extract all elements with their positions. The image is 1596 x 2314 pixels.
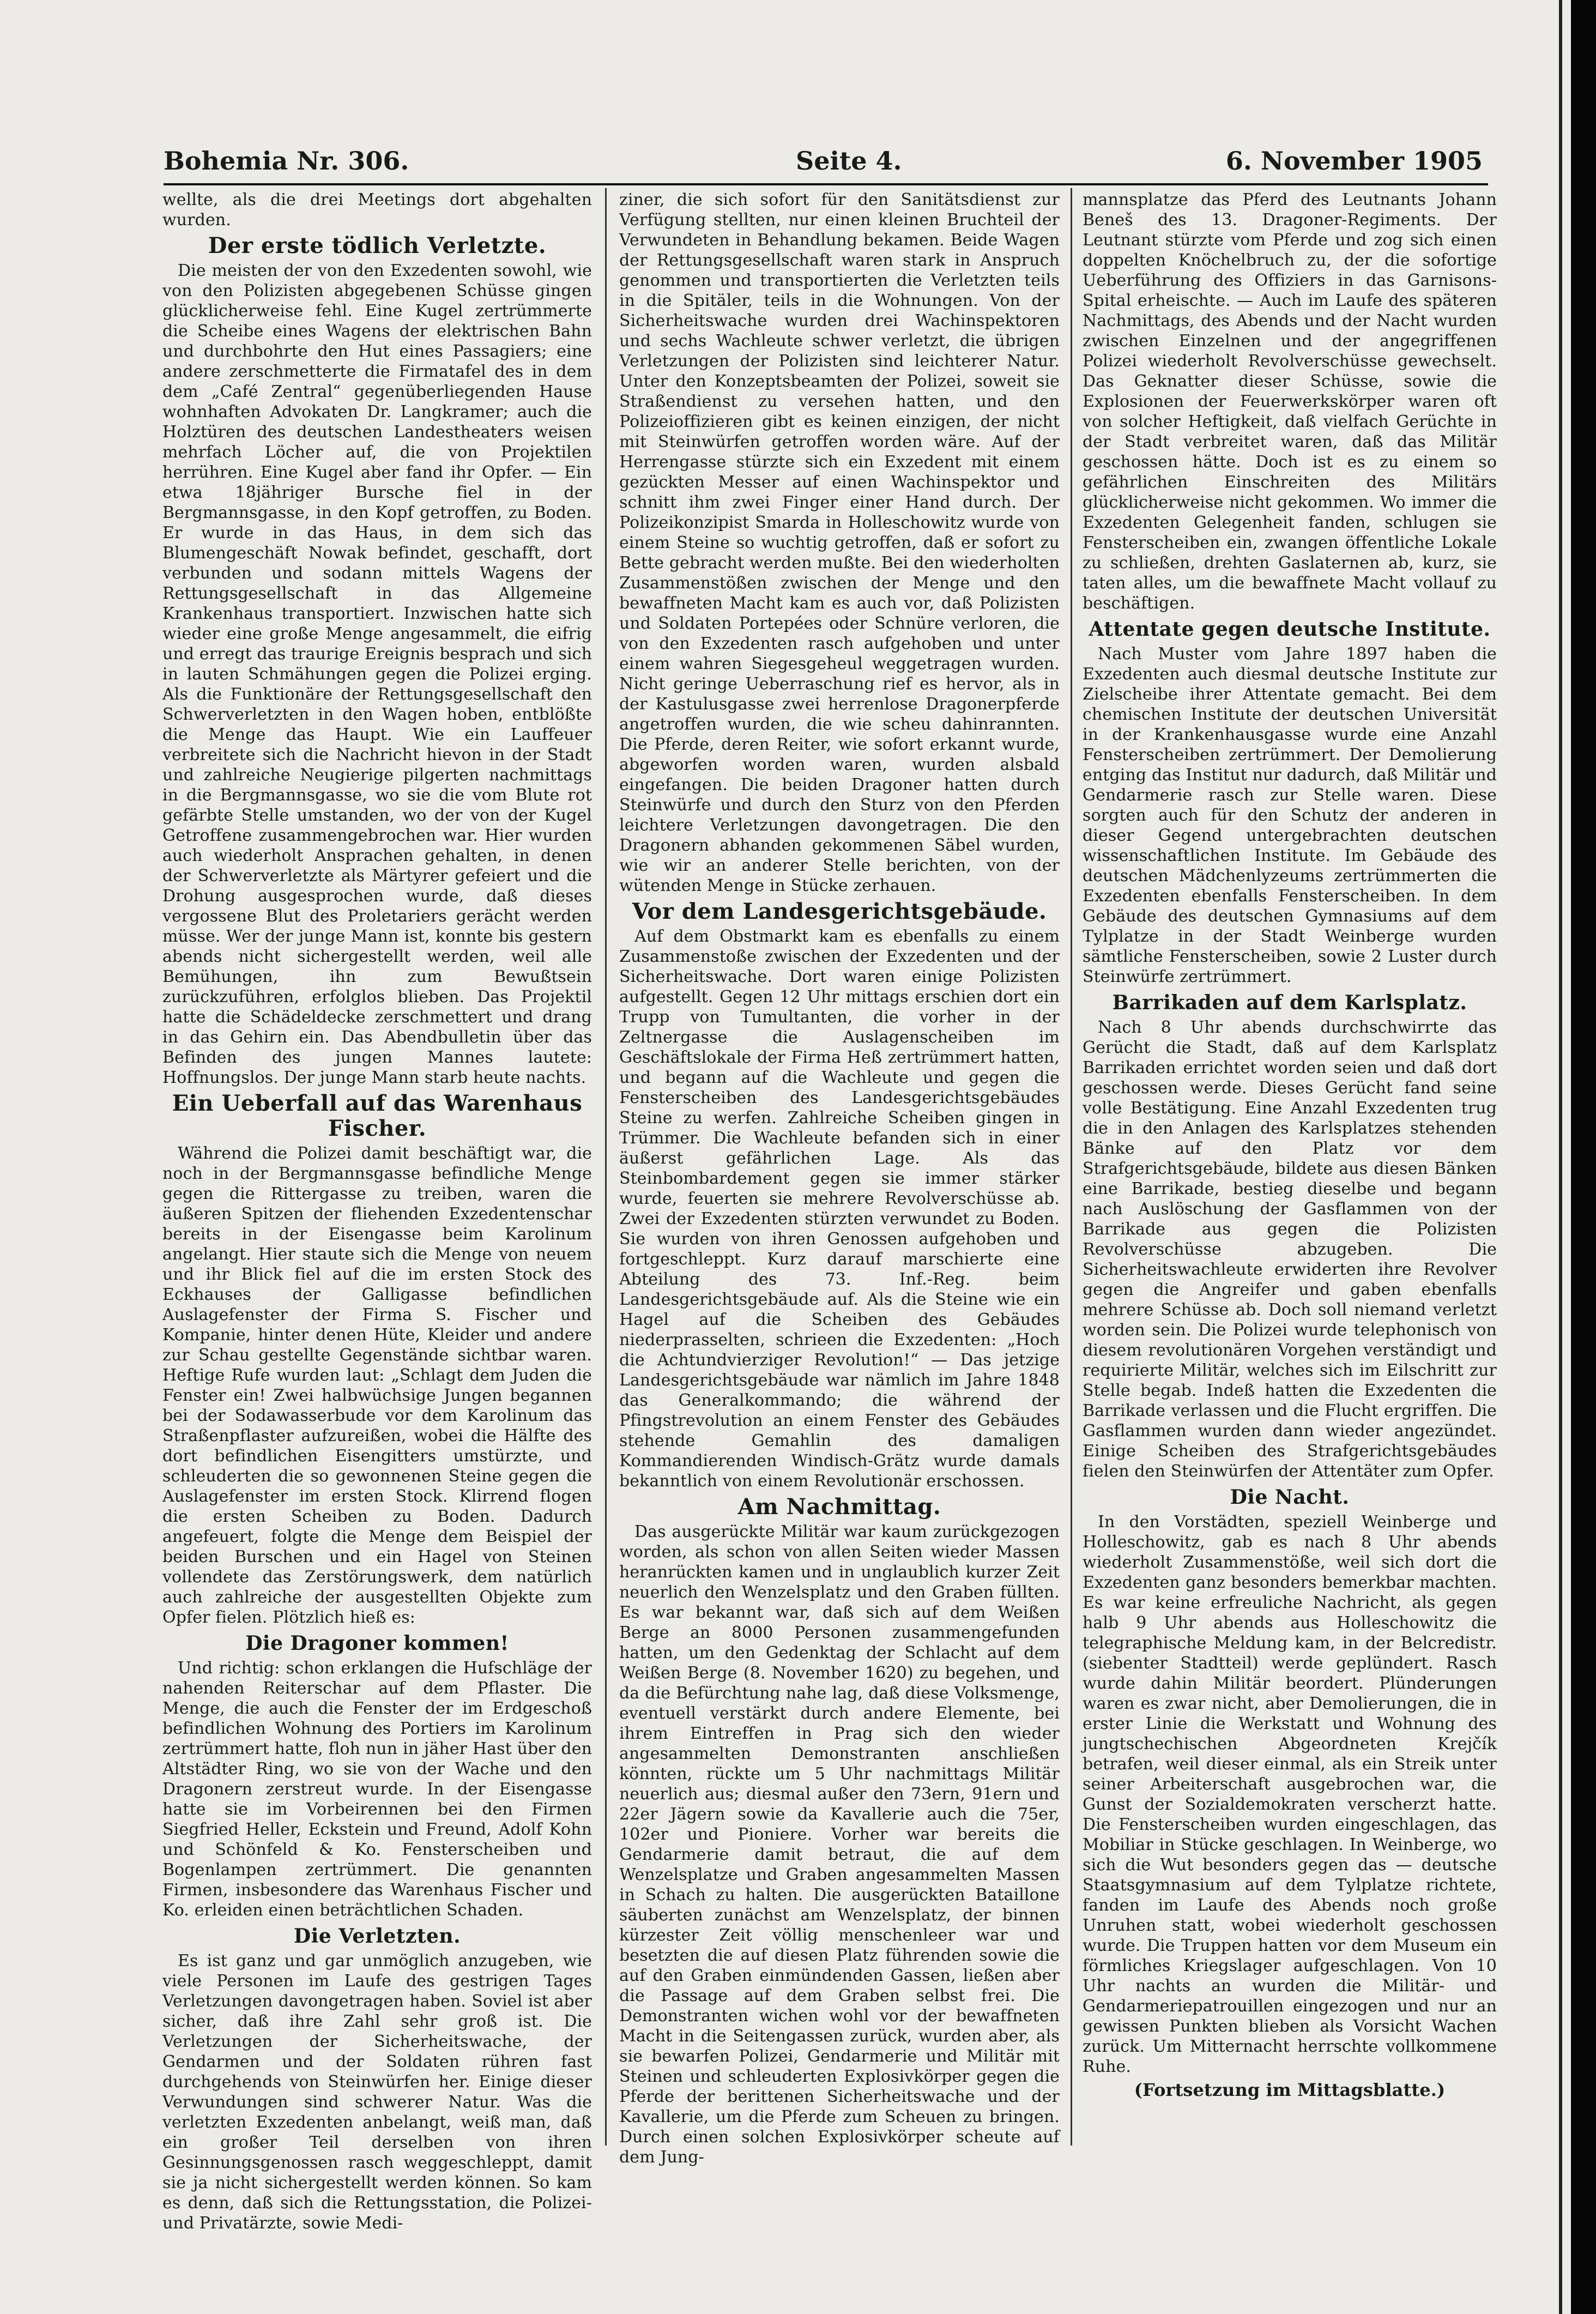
paragraph: Auf dem Obstmarkt kam es ebenfalls zu einem Zusammenstoße zwischen der Exzedenten und der Sicherheitswache. Dort waren einige Polizisten aufgestellt. Gegen 12 Uhr mittags erschien dort ein Trupp von Tumultanten, die vorher in der Zeltnergasse die Auslagenscheiben im Geschäftslokale der Firma Heß zertrümmert hatten, und begann auf die Wachleute und gegen die Fensterscheiben des Landesgerichtsgebäudes Steine zu werfen. Zahlreiche Scheiben gingen in Trümmer. Die Wachleute befanden sich in einer äußerst gefährlichen Lage. Als das Steinbombardement gegen sie immer stärker wurde, feuerten sie mehrere Revolverschüsse ab. Zwei der Exzedenten stürzten verwundet zu Boden. Sie wurden von ihren Genossen aufgehoben und fortgeschleppt. Kurz darauf marschierte eine Abteilung des 73. Inf.-Reg. beim Landesgerichtsgebäude auf. Als die Steine wie ein Hagel auf die Scheiben des Gebäudes niederprasselten, schrieen die Exzedenten: „Hoch die Achtundvierziger Revolution!“ — Das jetzige Landesgerichtsgebäude war nämlich im Jahre 1848 das Generalkommando; die während der Pfingstrevolution an einem Fenster des Gebäudes stehende Gemahlin des damaligen Kommandierenden Windisch-Grätz wurde damals bekanntlich von einem Revolutionär erschossen. xyxy=(619,927,1060,1491)
paragraph: Und richtig: schon erklangen die Hufschläge der nahenden Reiterschar auf dem Pflaster. Die Menge, die auch die Fenster der im Erdgeschoß befindlichen Wohnung des Portiers im Karolinum zertrümmert hatte, floh nun in jäher Hast über den Altstädter Ring, wo sie von der Wache und den Dragonern zerstreut wurde. In der Eisengasse hatte sie im Vorbeirennen bei den Firmen Siegfried Heller, Eckstein und Freund, Adolf Kohn und Schönfeld & Ko. Fensterscheiben und Bogenlampen zertrümmert. Die genannten Firmen, insbesondere das Warenhaus Fischer und Ko. erleiden einen beträchtlichen Schaden. xyxy=(162,1659,592,1920)
paragraph: Das ausgerückte Militär war kaum zurückgezogen worden, als schon von allen Seiten wieder Massen heranrückten kamen und in unglaublich kurzer Zeit neuerlich den Wenzelsplatz und den Graben füllten. Es war bekannt war, daß sich auf dem Weißen Berge an 8000 Personen zusammengefunden hatten, um den Gedenktag der Schlacht auf dem Weißen Berge (8. November 1620) zu begehen, und da die Befürchtung nahe lag, daß diese Volksmenge, eventuell verstärkt durch andere Elemente, bei ihrem Eintreffen in Prag sich den wieder angesammelten Demonstranten anschließen könnten, rückte um 5 Uhr nachmittags Militär neuerlich aus; diesmal außer den 73ern, 91ern und 22er Jägern sowie da Kavallerie auch die 75er, 102er und Pioniere. Vorher war bereits die Gendarmerie damit betraut, die auf dem Wenzelsplatze und Graben angesammelten Massen in Schach zu halten. Die ausgerückten Bataillone säuberten zunächst am Wenzelsplatz, der binnen kürzester Zeit völlig menschenleer war und besetzten die auf diesen Platz führenden sowie die auf den Graben einmündenden Gassen, ließen aber die Passage auf dem Graben selbst frei. Die Demonstranten wichen wohl vor der bewaffneten Macht in die Seitengassen zurück, wurden aber, als sie bewarfen Polizei, Gendarmerie und Militär mit Steinen und schleuderten Explosivkörper gegen die Pferde der berittenen Sicherheitswache und der Kavallerie, um die Pferde zum Scheuen zu bringen. Durch einen solchen Explosivkörper scheute auf dem Jung- xyxy=(619,1522,1060,2167)
section-heading: Der erste tödlich Verletzte. xyxy=(208,233,547,258)
paragraph: Es ist ganz und gar unmöglich anzugeben, wie viele Personen im Laufe des gestrigen Tages Verletzungen davongetragen haben. Soviel ist aber sicher, daß ihre Zahl sehr groß ist. Die Verletzungen der Sicherheitswache, der Gendarmen und der Soldaten rühren fast durchgehends von Steinwürfen her. Einige dieser Verwundungen sind schwerer Natur. Was die verletzten Exzedenten anbelangt, weiß man, daß ein großer Teil derselben von ihren Gesinnungsgenossen rasch weggeschleppt, damit sie ja nicht sichergestellt werden können. So kam es denn, daß sich die Rettungsstation, die Polizei- und Privatärzte, sowie Medi- xyxy=(162,1951,592,2233)
paragraph: mannsplatze das Pferd des Leutnants Johann Beneš des 13. Dragoner-Regiments. Der Leutnant stürzte vom Pferde und zog sich einen doppelten Knöchelbruch zu, der die sofortige Ueberführung des Offiziers in das Garnisons-Spital erheischte. — Auch im Laufe des späteren Nachmittags, des Abends und der Nacht wurden zwischen Einzelnen und der angegriffenen Polizei wiederholt Revolverschüsse gewechselt. Das Geknatter dieser Schüsse, sowie die Explosionen der Feuerwerkskörper waren oft von solcher Heftigkeit, daß vielfach Gerüchte in der Stadt verbreitet waren, daß das Militär geschossen hätte. Doch ist es zu einem so gefährlichen Einschreiten des Militärs glücklicherweise nicht gekommen. Wo immer die Exzedenten Gelegenheit fanden, schlugen sie Fensterscheiben ein, zwangen öffentliche Lokale zu schließen, drehten Gaslaternen ab, kurz, sie taten alles, um die bewaffnete Macht vollauf zu beschäftigen. xyxy=(1083,190,1497,613)
issue-date: 6. November 1905 xyxy=(1225,146,1483,176)
section-heading: Die Nacht. xyxy=(1230,1486,1350,1509)
column-divider xyxy=(1071,188,1072,2146)
paragraph: In den Vorstädten, speziell Weinberge und Holleschowitz, gab es nach 8 Uhr abends wiederholt Zusammenstöße, weil sich dort die Exzedenten ganz besonders bemerkbar machten. Es war keine erfreuliche Nachricht, als gegen halb 9 Uhr abends aus Holleschowitz die telegraphische Meldung kam, in der Belcredistr. (siebenter Stadtteil) werde geplündert. Rasch wurde dahin Militär beordert. Plünderungen waren es zwar nicht, aber Demolierungen, die in erster Linie die Werkstatt und Wohnung des jungtschechischen Abgeordneten Krejčík betrafen, weil dieser einmal, als ein Streik unter seiner Arbeiterschaft ausgebrochen war, die Gunst der Sozialdemokraten verscherzt hatte. Die Fensterscheiben wurden eingeschlagen, das Mobiliar in Stücke geschlagen. In Weinberge, wo sich die Wut besonders gegen das — deutsche Staatsgymnasium auf dem Tylplatze richtete, fanden im Laufe des Abends noch große Unruhen statt, wobei wiederholt geschossen wurde. Die Truppen hatten vor dem Museum ein förmliches Kriegslager aufgeschlagen. Von 10 Uhr nachts an wurden die Militär- und Gendarmeriepatrouillen eingezogen und nur an gewissen Punkten blieben als Vorsicht Wachen zurück. Um Mitternacht herrschte vollkommene Ruhe. xyxy=(1083,1512,1497,2076)
paragraph: wellte, als die drei Meetings dort abgehalten wurden. xyxy=(162,190,592,230)
section-heading: Die Dragoner kommen! xyxy=(245,1632,509,1655)
column-2 xyxy=(619,190,1060,2207)
paragraph: Nach Muster vom Jahre 1897 haben die Exzedenten auch diesmal deutsche Institute zur Zielscheibe ihrer Attentate gemacht. Bei dem chemischen Institute der deutschen Universität in der Krankenhausgasse wurde eine Anzahl Fensterscheiben zertrümmert. Der Demolierung entging das Institut nur dadurch, daß Militär und Gendarmerie rasch zur Stelle waren. Diese sorgten auch für den Schutz der anderen in dieser Gegend untergebrachten deutschen wissenschaftlichen Institute. Im Gebäude des deutschen Mädchenlyzeums zertrümmerten die Exzedenten ebenfalls Fensterscheiben. In dem Gebäude des deutschen Gymnasiums auf dem Tylplatze in der Stadt Weinberge wurden sämtliche Fensterscheiben, sowie 2 Luster durch Steinwürfe zertrümmert. xyxy=(1083,644,1497,986)
section-heading: Ein Ueberfall auf das Warenhaus Fischer. xyxy=(172,1090,583,1141)
section-heading: Vor dem Landesgerichtsgebäude. xyxy=(632,899,1047,924)
column-divider xyxy=(605,188,607,2146)
section-heading: Am Nachmittag. xyxy=(737,1494,941,1520)
column-3 xyxy=(1083,190,1497,2207)
paragraph: Die meisten der von den Exzedenten sowohl, wie von den Polizisten abgegebenen Schüsse gingen glücklicherweise fehl. Eine Kugel zertrümmerte die Scheibe eines Wagens der elektrischen Bahn und durchbohrte den Hut eines Passagiers; eine andere zerschmetterte die Firmatafel des in dem dem „Café Zentral“ gegenüberliegenden Hause wohnhaften Advokaten Dr. Langkramer; auch die Holztüren des deutschen Landestheaters weisen mehrfach Löcher auf, die von Projektilen herrühren. Eine Kugel aber fand ihr Opfer. — Ein etwa 18jähriger Bursche fiel in der Bergmannsgasse, in den Kopf getroffen, zu Boden. Er wurde in das Haus, in dem sich das Blumengeschäft Nowak befindet, geschafft, dort verbunden und sodann mittels Wagens der Rettungsgesellschaft in das Allgemeine Krankenhaus transportiert. Inzwischen hatte sich wieder eine große Menge angesammelt, die eifrig und erregt das traurige Ereignis besprach und sich in lauten Schmähungen gegen die Polizei erging. Als die Funktionäre der Rettungsgesellschaft den Schwerverletzten in den Wagen hoben, entblößte die Menge das Haupt. Wie ein Lauffeuer verbreitete sich die Nachricht hievon in der Stadt und zahlreiche Neugierige pilgerten nachmittags in die Bergmannsgasse, wo sie die vom Blute rot gefärbte Stelle umstanden, wo der von der Kugel Getroffene zusammengebrochen war. Hier wurden auch wiederholt Ansprachen gehalten, in denen der Schwerverletzte als Märtyrer gefeiert und die Drohung ausgesprochen wurde, daß dieses vergossene Blut des Proletariers gerächt werden müsse. Wer der junge Mann ist, konnte bis gestern abends nicht sichergestellt werden, weil alle Bemühungen, ihn zum Bewußtsein zurückzuführen, erfolglos blieben. Das Projektil hatte die Schädeldecke zerschmettert und drang in das Gehirn ein. Das Abendbulletin über das Befinden des jungen Mannes lautete: Hoffnungslos. Der junge Mann starb heute nachts. xyxy=(162,261,593,1087)
page-number: Seite 4. xyxy=(796,146,902,176)
column-1 xyxy=(162,190,593,2233)
section-heading: Die Verletzten. xyxy=(293,1925,461,1948)
masthead-issue: Bohemia Nr. 306. xyxy=(164,146,409,176)
continuation-note: (Fortsetzung im Mittagsblatte.) xyxy=(1134,2080,1446,2100)
section-heading: Attentate gegen deutsche Institute. xyxy=(1089,618,1491,641)
paragraph: Während die Polizei damit beschäftigt war, die noch in der Bergmannsgasse befindliche Menge gegen die Rittergasse zu treiben, waren die äußeren Spitzen der fliehenden Exzedentenschar bereits in der Eisengasse beim Karolinum angelangt. Hier staute sich die Menge von neuem und ihr Blick fiel auf die im ersten Stock des Eckhauses der Galligasse befindlichen Auslagefenster der Firma S. Fischer und Kompanie, hinter denen Hüte, Kleider und andere zur Schau gestellte Gegenstände sichtbar waren. Heftige Rufe wurden laut: „Schlagt dem Juden die Fenster ein! Zwei halbwüchsige Jungen begannen bei der Sodawasserbude vor dem Karolinum das Straßenpflaster aufzureißen, wobei die Hälfte des dort befindlichen Eisengitters umstürzte, und schleuderten die so gewonnenen Steine gegen die Auslagefenster im ersten Stock. Klirrend flogen die ersten Scheiben zu Boden. Dadurch angefeuert, folgte die Menge dem Beispiel der beiden Burschen und ein Hagel von Steinen vollendete das Zerstörungswerk, dem natürlich auch zahlreiche der ausgestellten Objekte zum Opfer fielen. Plötzlich hieß es: xyxy=(162,1144,592,1627)
page-header xyxy=(164,146,1483,184)
paragraph: ziner, die sich sofort für den Sanitätsdienst zur Verfügung stellten, nur einen kleinen Bruchteil der Verwundeten in Behandlung bekamen. Beide Wagen der Rettungsgesellschaft waren stark in Anspruch genommen und transportierten die Verletzten teils in die Spitäler, teils in die Wohnungen. Von der Sicherheitswache wurden drei Wachinspektoren und sechs Wachleute schwer verletzt, die übrigen Verletzungen der Polizisten sind leichterer Natur. Unter den Konzeptsbeamten der Polizei, soweit sie Straßendienst zu versehen hatten, und den Polizeioffizieren gibt es keinen einzigen, der nicht mit Steinwürfen getroffen worden wäre. Auf der Herrengasse stürzte sich ein Exzedent mit einem gezückten Messer auf einen Wachinspektor und schnitt ihm zwei Finger einer Hand durch. Der Polizeikonzipist Smarda in Holleschowitz wurde von einem Steine so wuchtig getroffen, daß er sofort zu Bette gebracht werden mußte. Bei den wiederholten Zusammenstößen zwischen der Menge und den bewaffneten Macht kam es auch vor, daß Polizisten und Soldaten Portepées oder Schnüre verloren, die von den Exzedenten rasch aufgehoben und unter einem wahren Siegesgeheul weggetragen wurden. Nicht geringe Ueberraschung rief es hervor, als in der Kastulusgasse zwei herrenlose Dragonerpferde angetroffen wurden, die wie scheu dahinrannten. Die Pferde, deren Reiter, wie sofort erkannt wurde, abgeworfen worden waren, wurden alsbald eingefangen. Die beiden Dragoner hatten durch Steinwürfe und durch den Sturz von den Pferden leichtere Verletzungen davongetragen. Die den Dragonern abhanden gekommenen Säbel wurden, wie wir an anderer Stelle berichten, von der wütenden Menge in Stücke zerhauen. xyxy=(619,190,1060,895)
scan-edge xyxy=(1571,0,1596,2314)
header-rule xyxy=(164,183,1488,185)
paragraph: Nach 8 Uhr abends durchschwirrte das Gerücht die Stadt, daß auf dem Karlsplatz Barrikaden errichtet worden seien und daß dort geschossen werde. Dieses Gerücht fand seine volle Bestätigung. Eine Anzahl Exzedenten trug die in den Anlagen des Karlsplatzes stehenden Bänke auf den Platz vor dem Strafgerichtsgebäude, bildete aus diesen Bänken eine Barrikade, bestieg dieselbe und begann nach Auslöschung der Gasflammen von der Barrikade aus gegen die Polizisten Revolverschüsse abzugeben. Die Sicherheitswachleute erwiderten ihre Revolver gegen die Angreifer und gaben ebenfalls mehrere Schüsse ab. Doch soll niemand verletzt worden sein. Die Polizei wurde telephonisch von diesem revolutionären Vorgehen verständigt und requirierte Militär, welches sich im Eilschritt zur Stelle begab. Indeß hatten die Exzedenten die Barrikade verlassen und die Flucht ergriffen. Die Gasflammen wurden dann wieder angezündet. Einige Scheiben des Strafgerichtsgebäudes fielen den Steinwürfen der Attentäter zum Opfer. xyxy=(1083,1018,1497,1481)
section-heading: Barrikaden auf dem Karlsplatz. xyxy=(1112,991,1467,1014)
